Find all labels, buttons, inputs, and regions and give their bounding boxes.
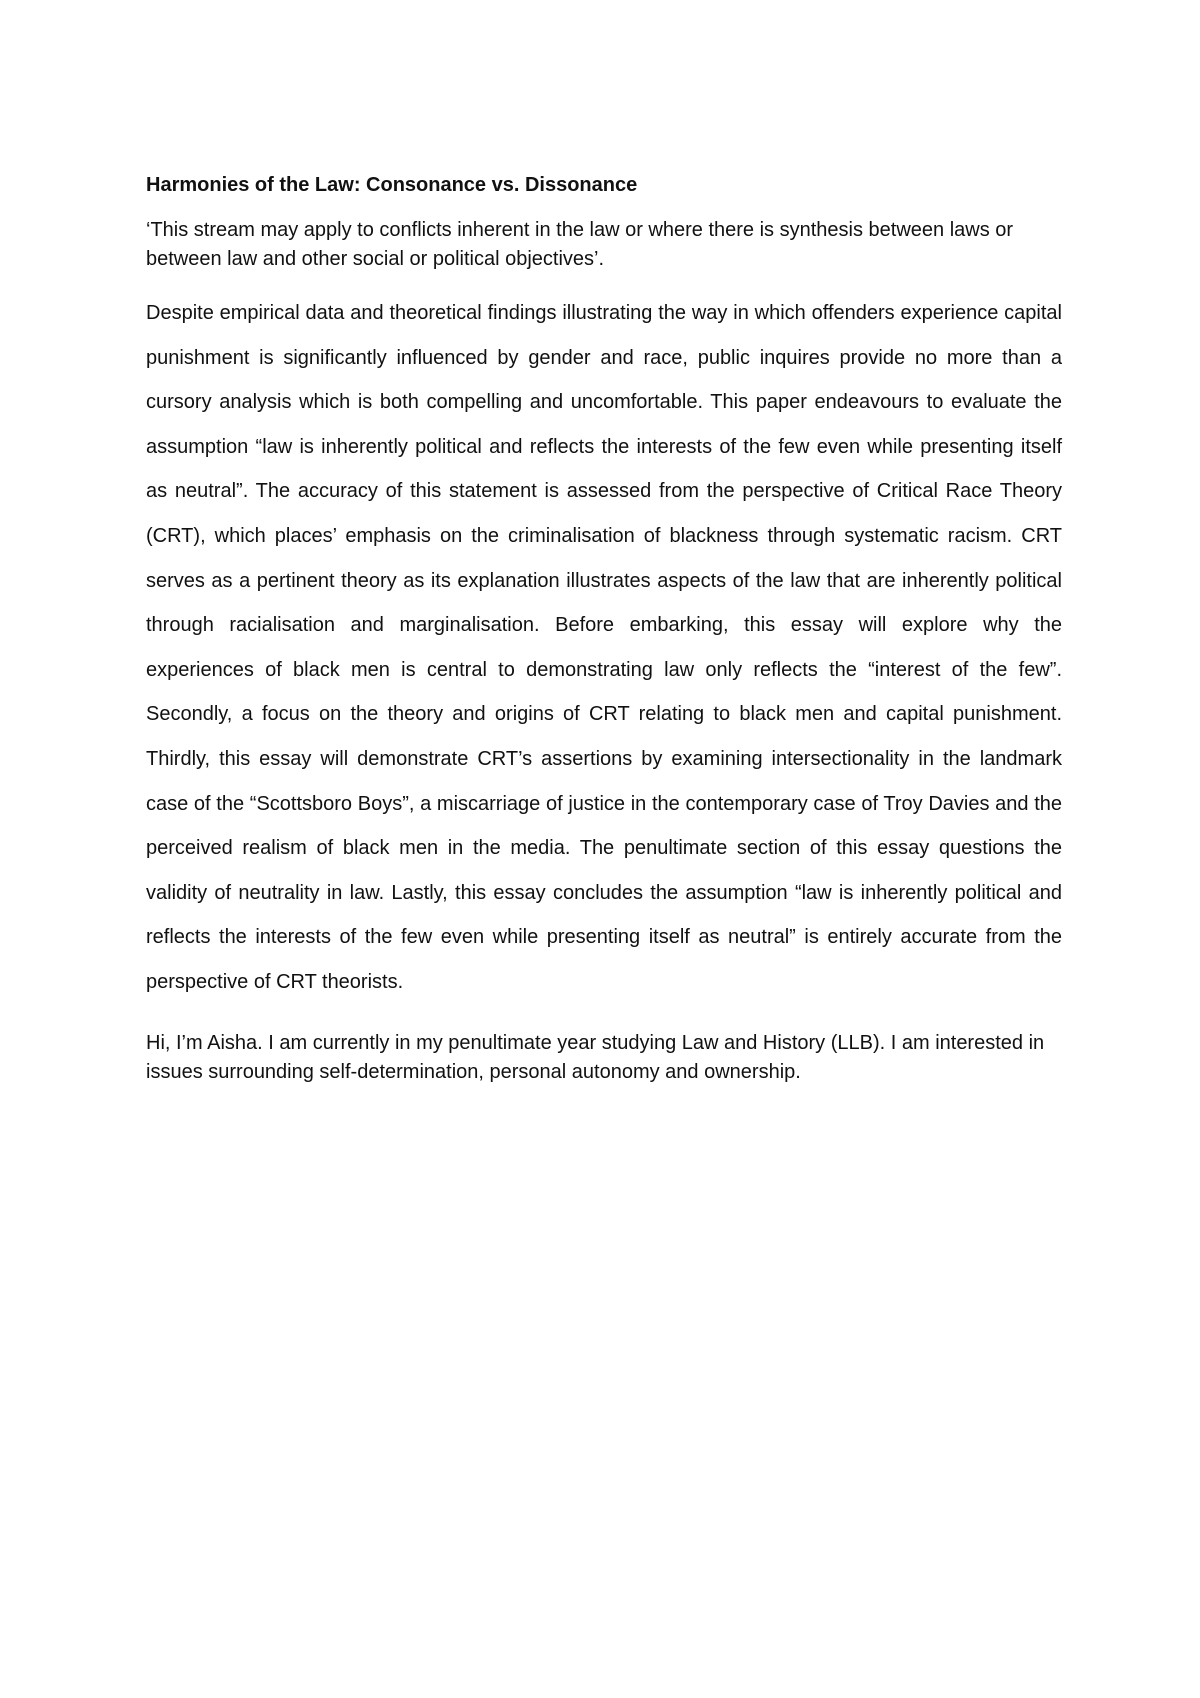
author-bio: Hi, I’m Aisha. I am currently in my penultimate year studying Law and History (LLB). I am interested in issues surrounding self-determination, personal autonomy and ownership. (146, 1031, 1045, 1083)
stream-quote: ‘This stream may apply to conflicts inherent in the law or where there is synthesis between laws or between law and other social or political objectives’. (146, 219, 1014, 270)
document-content (146, 172, 1062, 1087)
abstract-paragraph: Despite empirical data and theoretical findings illustrating the way in which offenders experience capital punishment is significantly influenced by gender and race, public inquires provide no more than a cursory analysis which is both compelling and uncomfortable. This paper endeavours to evaluate the assumption “law is inherently political and reflects the interests of the few even while presenting itself as neutral”. The accuracy of this statement is assessed from the perspective of Critical Race Theory (CRT), which places’ emphasis on the criminalisation of blackness through systematic racism. CRT serves as a pertinent theory as its explanation illustrates aspects of the law that are inherently political through racialisation and marginalisation. Before embarking, this essay will explore why the experiences of black men is central to demonstrating law only reflects the “interest of the few”. Secondly, a focus on the theory and origins of CRT relating to black men and capital punishment. Thirdly, this essay will demonstrate CRT’s assertions by examining intersectionality in the landmark case of the “Scottsboro Boys”, a miscarriage of justice in the contemporary case of Troy Davies and the perceived realism of black men in the media. The penultimate section of this essay questions the validity of neutrality in law. Lastly, this essay concludes the assumption “law is inherently political and reflects the interests of the few even while presenting itself as neutral” is entirely accurate from the perspective of CRT theorists. (146, 302, 1062, 993)
document-title: Harmonies of the Law: Consonance vs. Dissonance (146, 174, 638, 196)
